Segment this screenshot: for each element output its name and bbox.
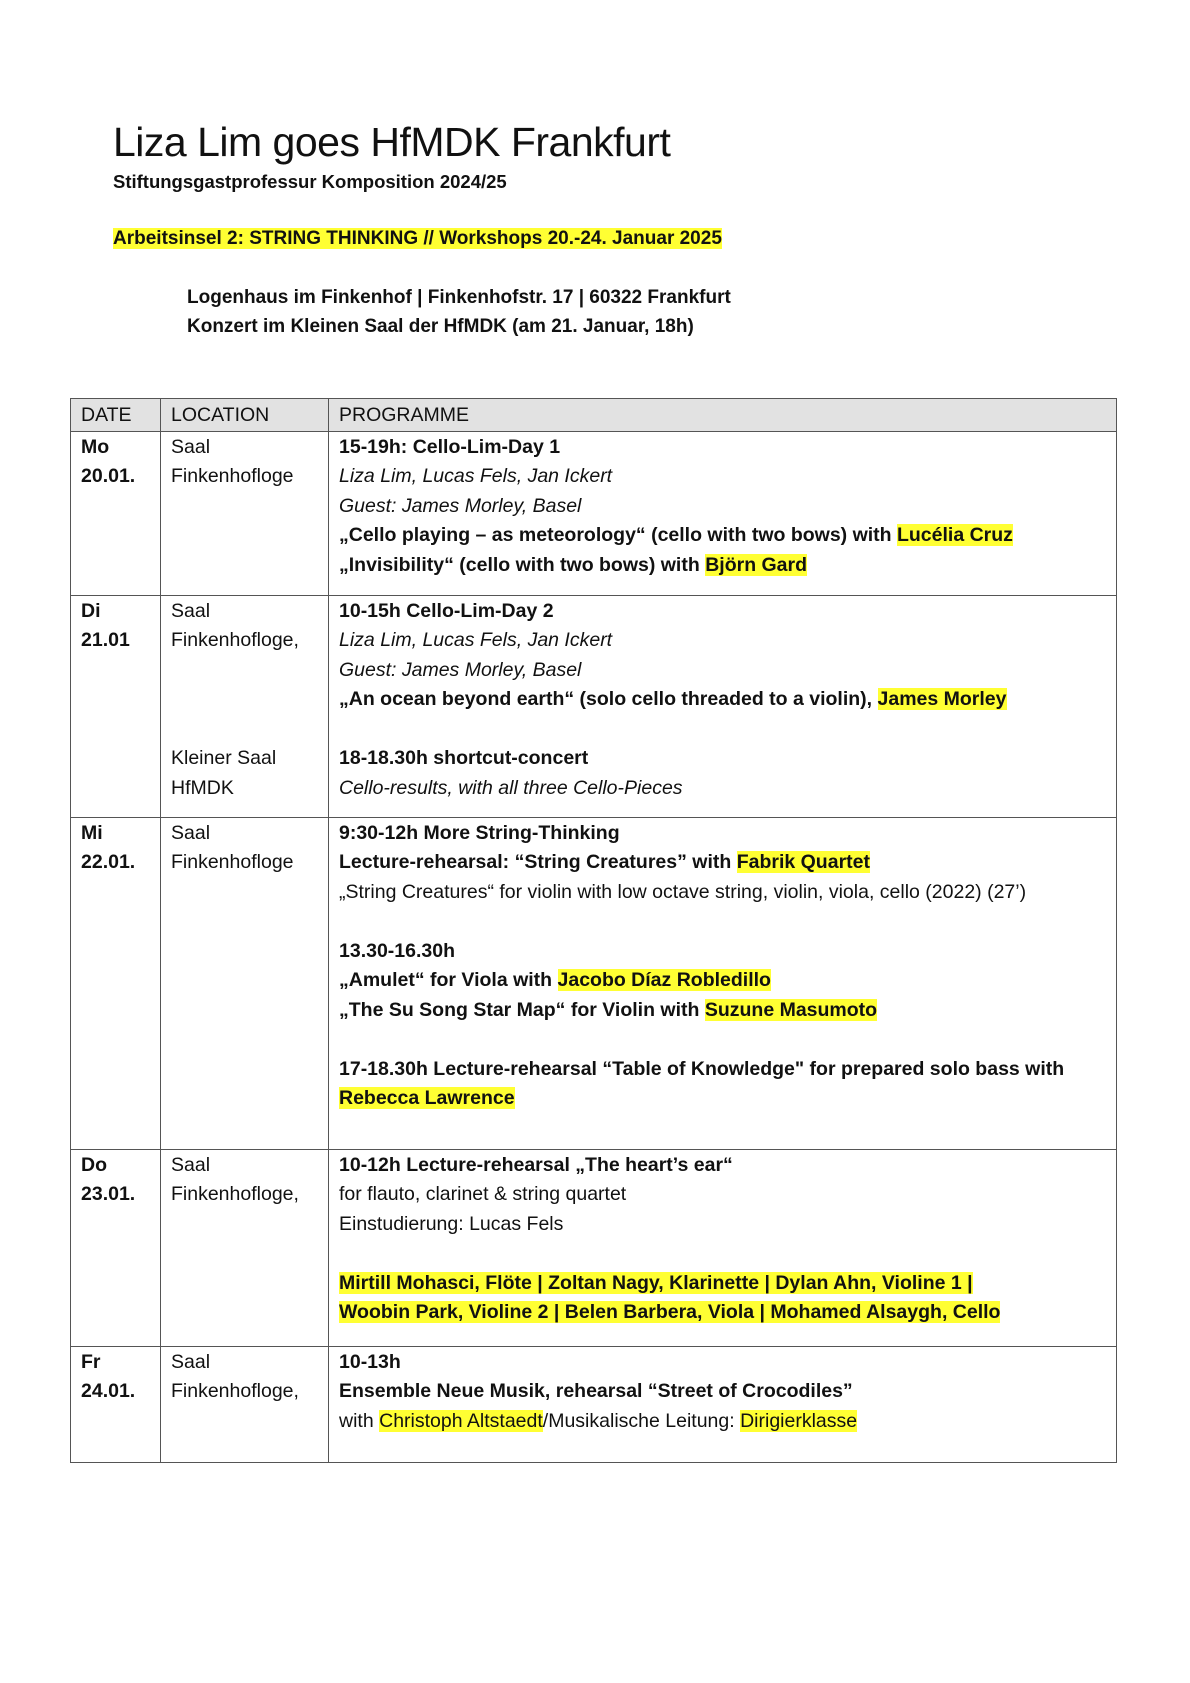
date-cell [71, 817, 161, 1149]
date-cell [71, 1149, 161, 1346]
location-cell [161, 1149, 329, 1346]
programme-item [339, 966, 1106, 996]
date-cell [71, 431, 161, 595]
location-line: Finkenhofloge [171, 465, 294, 487]
location-line: Kleiner Saal [171, 747, 277, 769]
programme-cell [329, 595, 1117, 817]
workshop-heading-highlight: Arbeitsinsel 2: STRING THINKING // Workshops 20.-24. Januar 2025 [113, 228, 722, 249]
day-name: Fr [81, 1350, 101, 1373]
concert-info: Konzert im Kleinen Saal der HfMDK (am 21. Januar, 18h) [187, 316, 694, 337]
performer-name: Rebecca Lawrence [339, 1087, 515, 1109]
programme-heading: 18-18.30h shortcut-concert [339, 747, 589, 769]
programme-cell [329, 817, 1117, 1149]
table-row-friday [71, 1346, 1117, 1462]
workshop-heading [113, 226, 722, 252]
document-title: Liza Lim goes HfMDK Frankfurt [113, 119, 671, 165]
day-date: 23.01. [81, 1183, 136, 1205]
performer-name: Björn Gard [705, 553, 808, 576]
item-text: Lecture-rehearsal: “String Creatures” with [339, 851, 737, 873]
location-line: HfMDK [171, 776, 234, 799]
item-text: „Invisibility“ (cello with two bows) with [339, 553, 706, 576]
programme-heading: 10-15h Cello-Lim-Day 2 [339, 599, 554, 622]
programme-item [339, 521, 1106, 551]
programme-item [339, 996, 1106, 1026]
programme-study: Einstudierung: Lucas Fels [339, 1212, 564, 1235]
day-name: Mo [81, 435, 110, 458]
table-row-thursday [71, 1149, 1117, 1346]
header-date: DATE [71, 399, 161, 432]
location-line: Finkenhofloge, [171, 629, 299, 651]
programme-item [339, 685, 1106, 715]
location-cell [161, 595, 329, 817]
table-row-monday [71, 431, 1117, 595]
programme-note: Cello-results, with all three Cello-Pieces [339, 776, 683, 799]
performers-line [339, 1269, 1106, 1299]
day-name: Mi [81, 821, 103, 844]
performer-name: James Morley [877, 688, 1007, 710]
item-text: „Amulet“ for Viola with [339, 969, 558, 991]
date-cell [71, 595, 161, 817]
day-date: 22.01. [81, 851, 136, 873]
location-cell [161, 817, 329, 1149]
item-text: with [339, 1409, 380, 1432]
programme-description: „String Creatures“ for violin with low octave string, violin, viola, cello (2022) (27’) [339, 880, 1027, 903]
location-line: Finkenhofloge, [171, 1380, 299, 1402]
programme-instrumentation: for flauto, clarinet & string quartet [339, 1183, 627, 1205]
programme-cell [329, 1149, 1117, 1346]
performer-name: Fabrik Quartet [736, 851, 870, 873]
location-line: Finkenhofloge, [171, 1183, 299, 1205]
day-name: Do [81, 1153, 107, 1176]
performers-highlight: Mirtill Mohasci, Flöte | Zoltan Nagy, Klarinette | Dylan Ahn, Violine 1 | [339, 1271, 973, 1294]
day-date: 20.01. [81, 465, 136, 487]
programme-guest: Guest: James Morley, Basel [339, 494, 582, 517]
programme-ensemble: Ensemble Neue Musik, rehearsal “Street of Crocodiles” [339, 1380, 853, 1402]
location-line: Saal [171, 821, 211, 844]
performer-name: Lucélia Cruz [896, 524, 1013, 546]
header-location: LOCATION [161, 399, 329, 432]
programme-people: Liza Lim, Lucas Fels, Jan Ickert [339, 629, 613, 651]
day-date: 24.01. [81, 1380, 136, 1402]
day-name: Di [81, 599, 101, 622]
performers-line [339, 1298, 1106, 1328]
programme-heading: 15-19h: Cello-Lim-Day 1 [339, 435, 561, 458]
location-line: Saal [171, 1153, 211, 1176]
performer-name: Suzune Masumoto [704, 998, 878, 1021]
date-cell [71, 1346, 161, 1462]
location-cell [161, 431, 329, 595]
location-line: Finkenhofloge [171, 851, 294, 873]
location-line: Saal [171, 435, 211, 458]
performers-highlight: Woobin Park, Violine 2 | Belen Barbera, Viola | Mohamed Alsaygh, Cello [339, 1301, 1001, 1323]
item-text: /Musikalische Leitung: [542, 1409, 741, 1432]
programme-item [339, 551, 1106, 581]
programme-item [339, 1407, 1106, 1437]
conductor-name: Christoph Altstaedt [379, 1409, 543, 1432]
item-text: „The Su Song Star Map“ for Violin with [339, 998, 705, 1021]
table-row-tuesday [71, 595, 1117, 817]
programme-people: Liza Lim, Lucas Fels, Jan Ickert [339, 465, 613, 487]
day-date: 21.01 [81, 629, 130, 651]
location-line: Saal [171, 599, 211, 622]
programme-heading: 13.30-16.30h [339, 939, 456, 962]
header-programme: PROGRAMME [329, 399, 1117, 432]
programme-heading: 10-12h Lecture-rehearsal „The heart’s ear“ [339, 1153, 733, 1176]
programme-cell [329, 1346, 1117, 1462]
item-text: „Cello playing – as meteorology“ (cello with two bows) with [339, 524, 897, 546]
schedule-table [70, 398, 1117, 1463]
venue-address: Logenhaus im Finkenhof | Finkenhofstr. 17 | 60322 Frankfurt [187, 287, 731, 308]
location-line: Saal [171, 1350, 211, 1373]
class-name: Dirigierklasse [740, 1409, 858, 1432]
programme-item [339, 848, 1106, 878]
table-row-wednesday [71, 817, 1117, 1149]
performer-name: Jacobo Díaz Robledillo [557, 969, 771, 991]
item-text: 17-18.30h Lecture-rehearsal “Table of Knowledge" for prepared solo bass with [339, 1057, 1065, 1080]
programme-item [339, 1055, 1106, 1114]
programme-heading: 9:30-12h More String-Thinking [339, 821, 620, 844]
programme-guest: Guest: James Morley, Basel [339, 658, 582, 681]
programme-cell [329, 431, 1117, 595]
table-header-row [71, 399, 1117, 432]
item-text: „An ocean beyond earth“ (solo cello threaded to a violin), [339, 688, 878, 710]
location-cell [161, 1346, 329, 1462]
programme-heading: 10-13h [339, 1350, 401, 1373]
document-subtitle: Stiftungsgastprofessur Komposition 2024/25 [113, 171, 507, 192]
